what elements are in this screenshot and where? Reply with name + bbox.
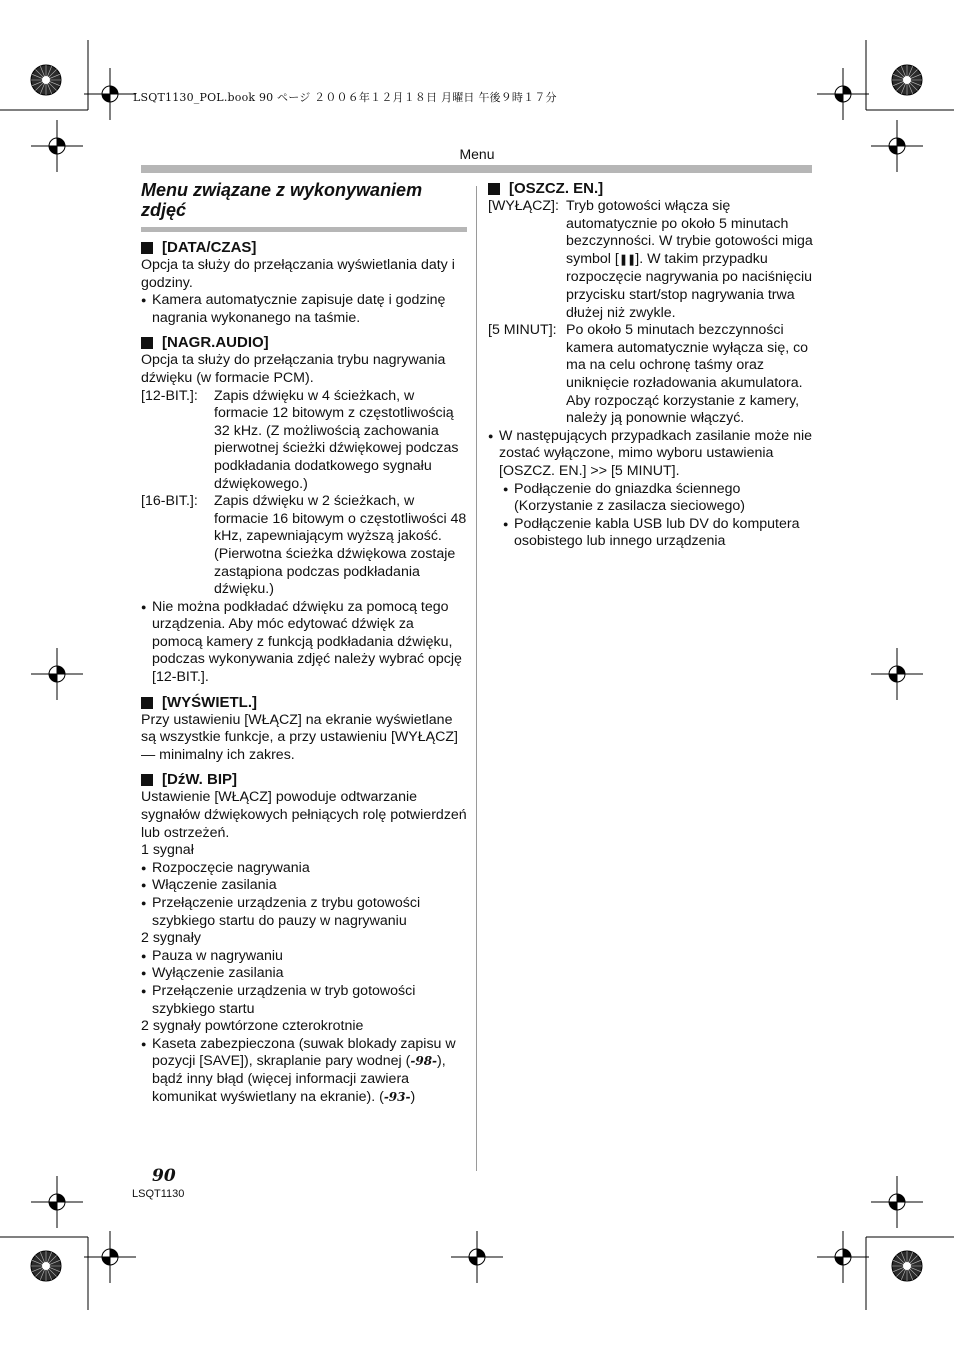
signal-group-3: 2 sygnały powtórzone czterokrotnie bbox=[141, 1018, 364, 1035]
right-column bbox=[488, 180, 814, 551]
section-title: Menu związane z wykonywaniem zdjęć bbox=[141, 180, 423, 220]
list-item: ● Włączenie zasilania bbox=[141, 877, 467, 895]
square-bullet-icon bbox=[141, 697, 153, 709]
heading-dzw-bip: [DźW. BIP] bbox=[141, 771, 467, 789]
page-reference[interactable]: -98- bbox=[410, 1054, 438, 1069]
document-code: LSQT1130 bbox=[132, 1188, 185, 1200]
list-item: ● Przełączenie urządzenia w tryb gotowości szybkiego startu bbox=[141, 983, 467, 1018]
dzw-bip-text: Ustawienie [WŁĄCZ] powoduje odtwarzanie sygnałów dźwiękowych pełniących rolę potwierdzeń lub ostrzeżeń. bbox=[141, 789, 467, 841]
list-item: ● Kaseta zabezpieczona (suwak blokady zapisu w pozycji [SAVE]), skraplanie pary wodnej (-98-), bądź inny błąd (więcej informacji zawiera komunikat wyświetlany na ekranie). (-93-) bbox=[141, 1036, 467, 1106]
list-item: ● Rozpoczęcie nagrywania bbox=[141, 860, 467, 878]
option-16-bit: [16-BIT.]: Zapis dźwięku w 2 ścieżkach, w formacie 16 bitowym o częstotliwości 48 kHz, zapewniającym wyższą jakość. (Pierwotna ścieżka dźwiękowa zostaje zastąpiona podczas podkładania dźwięku.) bbox=[141, 493, 467, 598]
square-bullet-icon bbox=[488, 183, 500, 195]
heading-oszcz-en: [OSZCZ. EN.] bbox=[488, 180, 814, 198]
data-czas-text: Opcja ta służy do przełączania wyświetlania daty i godziny. bbox=[141, 257, 455, 291]
signal-group-1: 1 sygnał bbox=[141, 842, 194, 859]
square-bullet-icon bbox=[141, 774, 153, 786]
list-item: ● Wyłączenie zasilania bbox=[141, 965, 467, 983]
option-wylacz: [WYŁĄCZ]: Tryb gotowości włącza się automatycznie po około 5 minutach bezczynności. W trybie gotowości miga symbol [❚❚]. W takim przypadku rozpoczęcie nagrywania po naciśnięciu przycisku start/stop nagrywania trwa dłużej niż zwykle. bbox=[488, 198, 813, 321]
sub-bullet: ● Podłączenie do gniazdka ściennego (Korzystanie z zasilacza sieciowego) bbox=[488, 481, 814, 516]
page-number: 90 bbox=[152, 1166, 176, 1186]
sub-bullet: ● Podłączenie kabla USB lub DV do komputera osobistego lub innego urządzenia bbox=[488, 516, 814, 551]
option-5-minut: [5 MINUT]: Po około 5 minutach bezczynności kamera automatycznie wyłącza się, co ma na celu ochronę taśmy oraz uniknięcie rozładowania akumulatora. Aby rozpocząć korzystanie z kamery, należy ją ponownie włączyć. bbox=[488, 322, 809, 427]
heading-wyswietl: [WYŚWIETL.] bbox=[141, 694, 467, 712]
heading-nagr-audio: [NAGR.AUDIO] bbox=[141, 334, 467, 352]
title-rule bbox=[141, 227, 467, 232]
left-column bbox=[141, 178, 467, 1106]
square-bullet-icon bbox=[141, 242, 153, 254]
top-rule bbox=[141, 165, 812, 173]
nagr-audio-text: Opcja ta służy do przełączania trybu nagrywania dźwięku (w formacie PCM). bbox=[141, 352, 446, 386]
page-reference[interactable]: -93- bbox=[383, 1089, 411, 1104]
square-bullet-icon bbox=[141, 337, 153, 349]
signal-group-2: 2 sygnały bbox=[141, 930, 201, 947]
oszcz-bullet: ● W następujących przypadkach zasilanie może nie zostać wyłączone, mimo wyboru ustawienia [OSZCZ. EN.] >> [5 MINUT]. bbox=[488, 428, 814, 481]
heading-data-czas: [DATA/CZAS] bbox=[141, 239, 467, 257]
column-divider bbox=[476, 186, 477, 1171]
data-czas-bullet: ● Kamera automatycznie zapisuje datę i godzinę nagrania wykonanego na taśmie. bbox=[141, 292, 467, 327]
list-item: ● Przełączenie urządzenia z trybu gotowości szybkiego startu do pauzy w nagrywaniu bbox=[141, 895, 467, 930]
option-12-bit: [12-BIT.]: Zapis dźwięku w 4 ścieżkach, w formacie 12 bitowym z częstotliwością 32 kHz. (Z możliwością zachowania pierwotnej ścieżki dźwiękowej podczas podkładania dodatkowego sygnału dźwiękowego.) bbox=[141, 387, 459, 492]
nagr-audio-bullet: ● Nie można podkładać dźwięku za pomocą tego urządzenia. Aby móc edytować dźwięk za pomocą kamery z funkcją podkładania dźwięku, podczas wykonywania zdjęć należy wybrać opcję [12-BIT.]. bbox=[141, 599, 467, 687]
list-item: ● Pauza w nagrywaniu bbox=[141, 948, 467, 966]
pause-icon: ❚❚ bbox=[618, 253, 636, 266]
wyswietl-text: Przy ustawieniu [WŁĄCZ] na ekranie wyświetlane są wszystkie funkcje, a przy ustawieniu [WYŁĄCZ] — minimalny ich zakres. bbox=[141, 711, 458, 763]
book-file-header: LSQT1130_POL.book 90 ページ ２００６年１２月１８日 月曜日 午後９時１７分 bbox=[133, 91, 557, 104]
running-title: Menu bbox=[459, 146, 495, 162]
